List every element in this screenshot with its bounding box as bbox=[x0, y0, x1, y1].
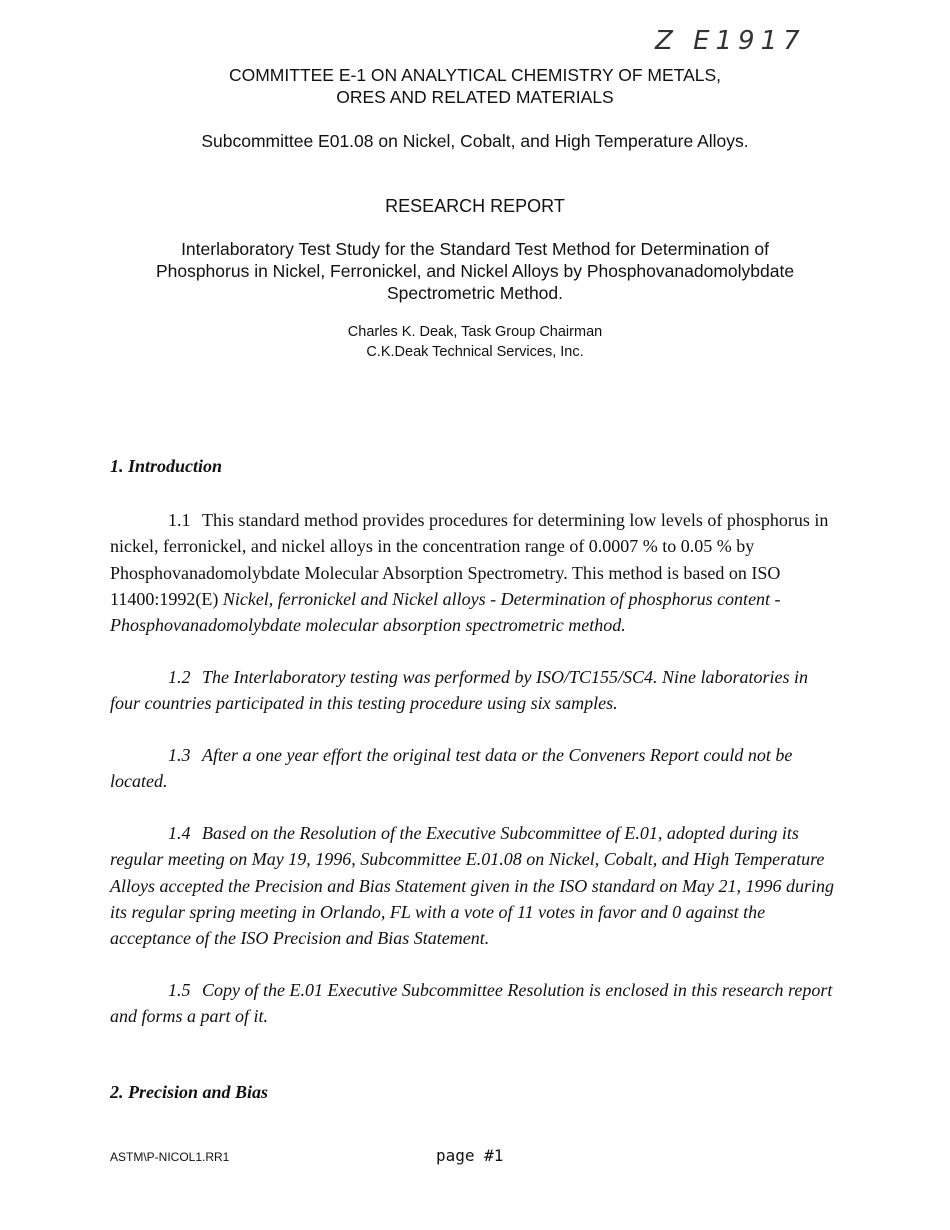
study-title-line-2: Phosphorus in Nickel, Ferronickel, and Nickel Alloys by Phosphovanadomolybdate bbox=[155, 261, 795, 281]
study-title-line-1: Interlaboratory Test Study for the Standard Test Method for Determination of bbox=[181, 239, 769, 259]
paragraph-1-2 bbox=[110, 664, 835, 717]
iso-title-italic: Nickel, ferronickel and Nickel alloys - Determination of phosphorus content - Phosphovanadomolybdate molecular absorption spectrometric method. bbox=[110, 588, 781, 636]
footer-file-id: ASTM\P-NICOL1.RR1 bbox=[110, 1150, 230, 1164]
section-2-heading: 2. Precision and Bias bbox=[110, 1082, 269, 1102]
paragraph-text: Copy of the E.01 Executive Subcommittee Resolution is enclosed in this research report and forms a part of it. bbox=[110, 980, 833, 1027]
footer-page-number: page #1 bbox=[436, 1146, 504, 1165]
committee-line-1: COMMITTEE E-1 ON ANALYTICAL CHEMISTRY OF METALS, bbox=[228, 65, 722, 85]
author-block bbox=[0, 322, 950, 362]
study-title-line-3: Spectrometric Method. bbox=[386, 283, 564, 303]
committee-header bbox=[0, 64, 950, 108]
committee-line-2: ORES AND RELATED MATERIALS bbox=[336, 87, 614, 107]
section-1-heading: 1. Introduction bbox=[110, 456, 223, 476]
subcommittee-title: Subcommittee E01.08 on Nickel, Cobalt, and High Temperature Alloys. bbox=[201, 131, 749, 151]
paragraph-text: After a one year effort the original test data or the Conveners Report could not be located. bbox=[110, 745, 793, 792]
paragraph-number: 1.1 bbox=[168, 510, 191, 530]
paragraph-number: 1.2 bbox=[168, 667, 191, 687]
study-title bbox=[0, 238, 950, 304]
paragraph-1-1 bbox=[110, 507, 835, 638]
author-name: Charles K. Deak, Task Group Chairman bbox=[347, 324, 603, 340]
paragraph-text: Based on the Resolution of the Executive Subcommittee of E.01, adopted during its regular meeting on May 19, 1996, Subcommittee E.01.08 on Nickel, Cobalt, and High Temperature Alloys accepted the Precision and Bias Statement given in the ISO standard on May 21, 1996 during its regular spring meeting in Orlando, FL with a vote of 11 votes in favor and 0 against the acceptance of the ISO Precision and Bias Statement. bbox=[110, 823, 835, 949]
paragraph-text: The Interlaboratory testing was performed by ISO/TC155/SC4. Nine laboratories in four countries participated in this testing procedure using six samples. bbox=[110, 667, 808, 714]
paragraph-number: 1.5 bbox=[168, 980, 191, 1000]
paragraph-number: 1.3 bbox=[168, 745, 191, 765]
paragraph-number: 1.4 bbox=[168, 823, 191, 843]
paragraph-1-5 bbox=[110, 977, 835, 1030]
paragraph-1-3 bbox=[110, 742, 835, 795]
paragraph-1-4 bbox=[110, 820, 835, 951]
report-title: RESEARCH REPORT bbox=[385, 196, 565, 216]
handwritten-annotation: Z E1917 bbox=[655, 26, 806, 56]
author-organization: C.K.Deak Technical Services, Inc. bbox=[366, 344, 584, 360]
paragraph-text: This standard method provides procedures for determining low levels of phosphorus in nickel, ferronickel, and nickel alloys in the concentration range of 0.0007 % to 0.05 % by Phosphovanadomolybdate Molecular Absorption Spectrometry. This method is based on ISO 11400:1992(E) bbox=[110, 510, 829, 609]
